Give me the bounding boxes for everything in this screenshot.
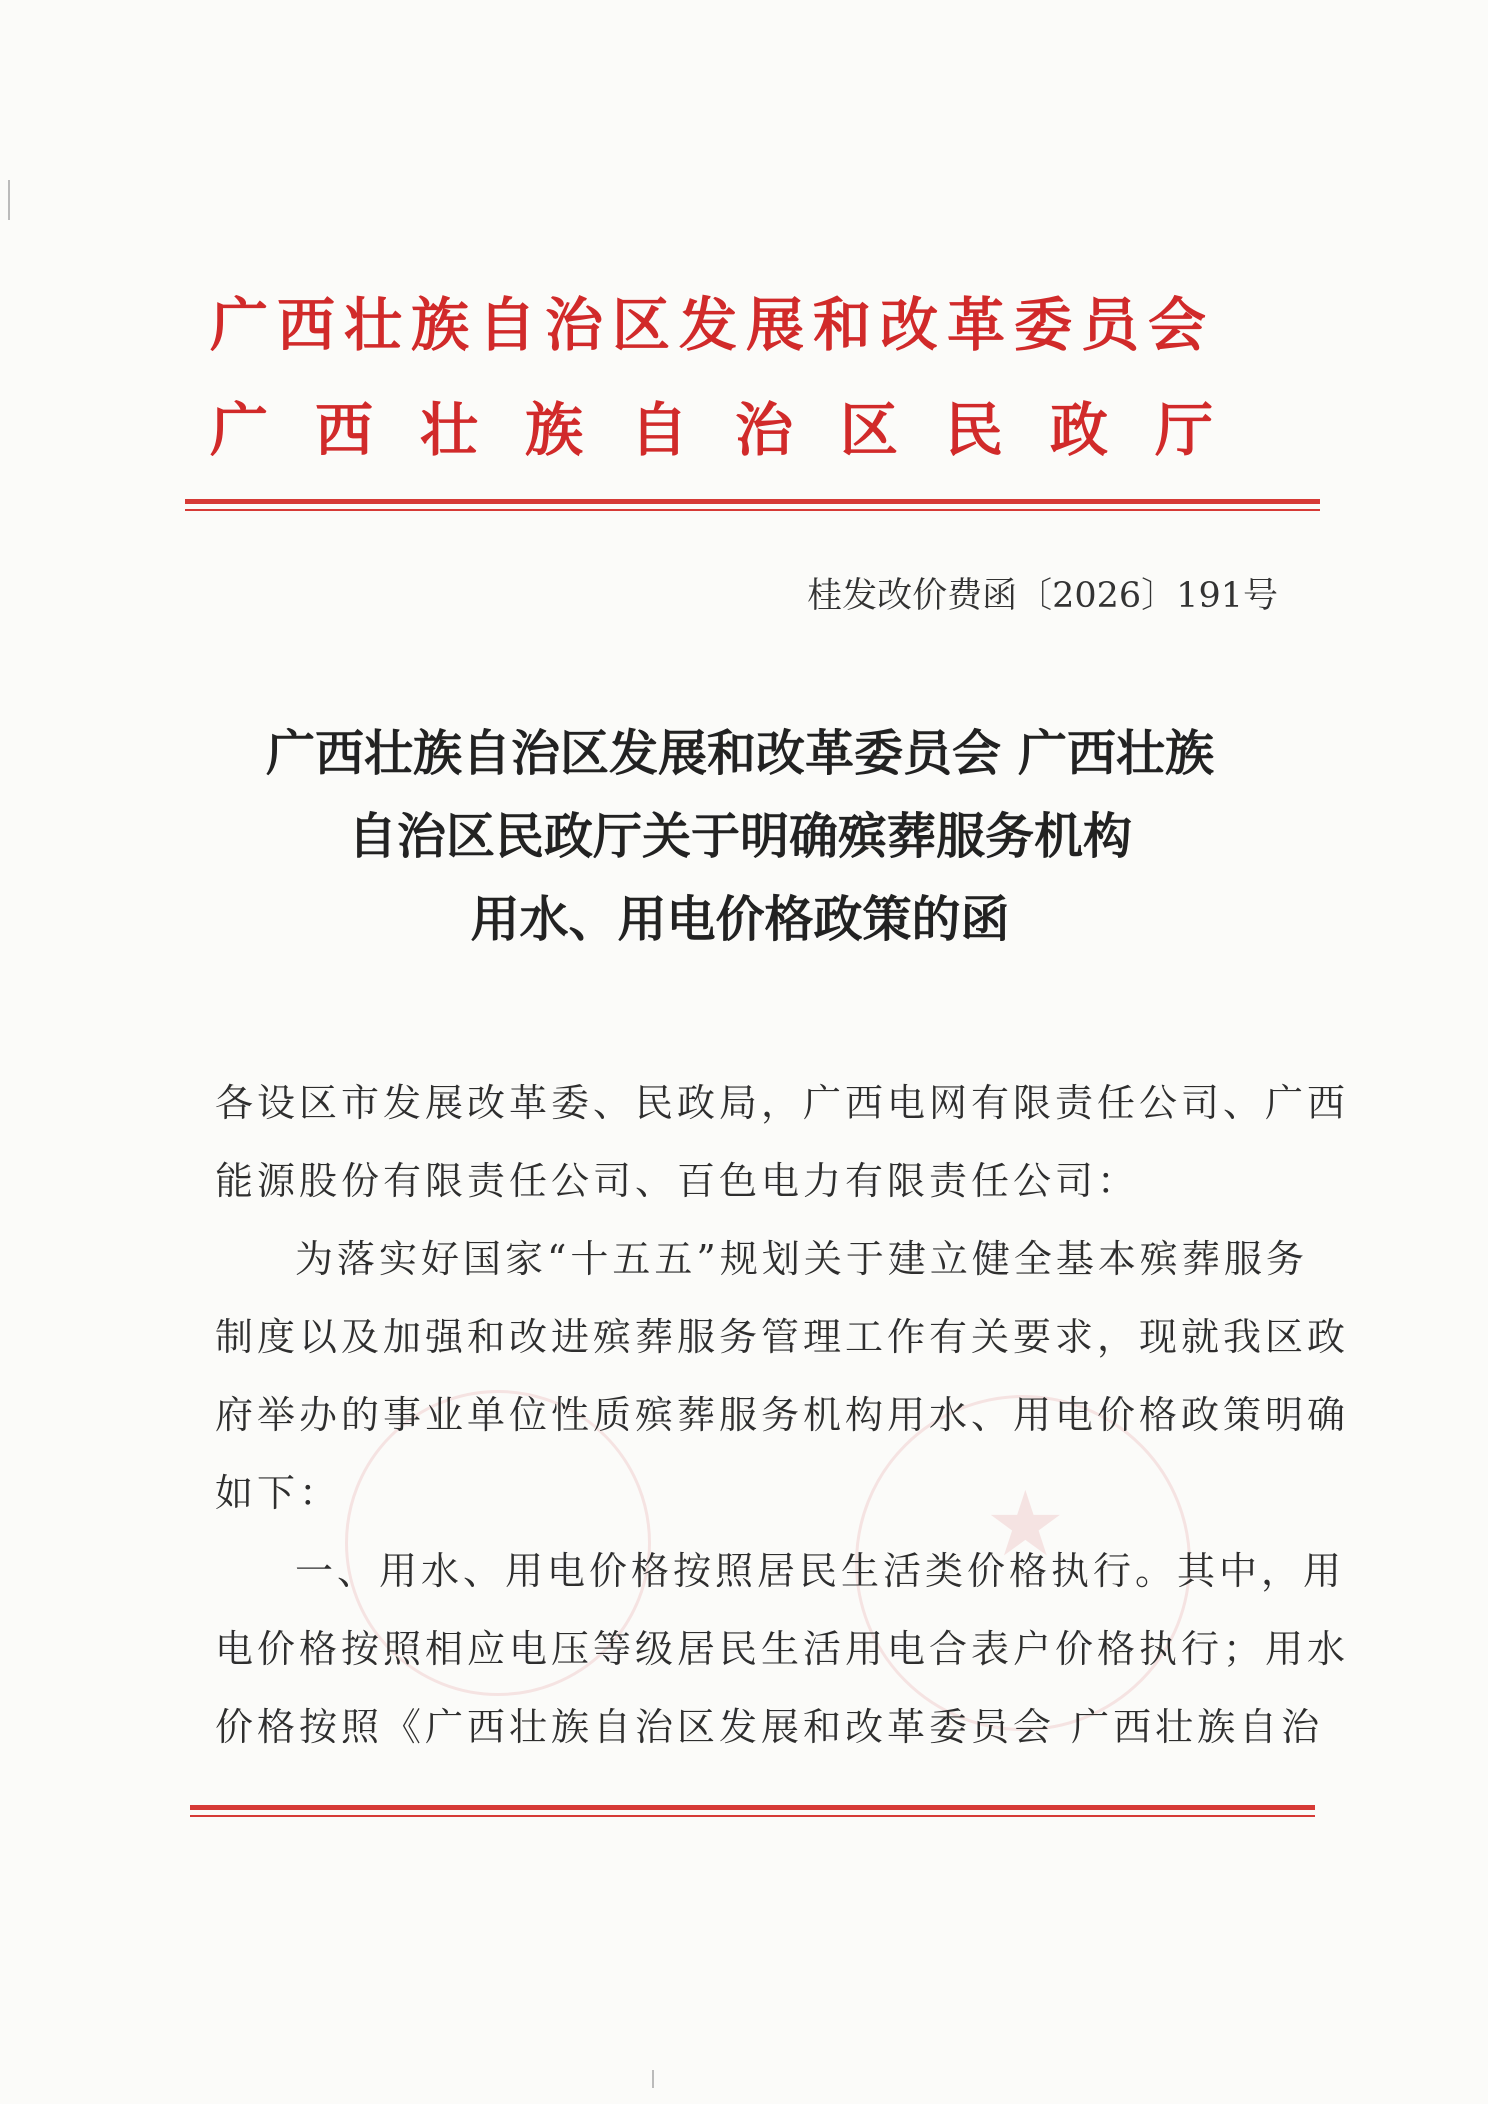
letterhead-issuer-2: 广西壮族自治区民政厅 [210, 396, 1261, 464]
body-line: 电价格按照相应电压等级居民生活用电合表户价格执行；用水 [215, 1627, 1350, 1671]
scan-artifact [652, 2070, 654, 2088]
seal-star-icon: ★ [985, 1472, 1066, 1577]
document-body [215, 1064, 1350, 1766]
letterhead-issuer-1: 广西壮族自治区发展和改革委员会 [210, 291, 1216, 359]
title-line: 广西壮族自治区发展和改革委员会 广西壮族 [265, 725, 1215, 782]
footer-rule-thin [190, 1815, 1315, 1817]
title-line: 自治区民政厅关于明确殡葬服务机构 [347, 808, 1132, 865]
letterhead-rule-thick [185, 499, 1320, 504]
document-title [210, 712, 1270, 961]
scan-artifact [8, 180, 10, 220]
body-line: 能源股份有限责任公司、百色电力有限责任公司： [215, 1159, 1140, 1203]
body-line: 各设区市发展改革委、民政局，广西电网有限责任公司、广西 [215, 1081, 1350, 1125]
document-number: 桂发改价费函〔2026〕191号 [807, 576, 1278, 616]
body-line: 如下： [215, 1471, 342, 1515]
body-line: 为落实好国家“十五五”规划关于建立健全基本殡葬服务 [295, 1237, 1308, 1281]
body-line: 制度以及加强和改进殡葬服务管理工作有关要求，现就我区政 [215, 1315, 1350, 1359]
body-line: 一、用水、用电价格按照居民生活类价格执行。其中，用 [295, 1549, 1346, 1593]
body-line: 价格按照《广西壮族自治区发展和改革委员会 广西壮族自治 [215, 1705, 1324, 1749]
title-line: 用水、用电价格政策的函 [470, 891, 1010, 948]
footer-rule-thick [190, 1805, 1315, 1810]
body-line: 府举办的事业单位性质殡葬服务机构用水、用电价格政策明确 [215, 1393, 1350, 1437]
letterhead-rule-thin [185, 509, 1320, 511]
